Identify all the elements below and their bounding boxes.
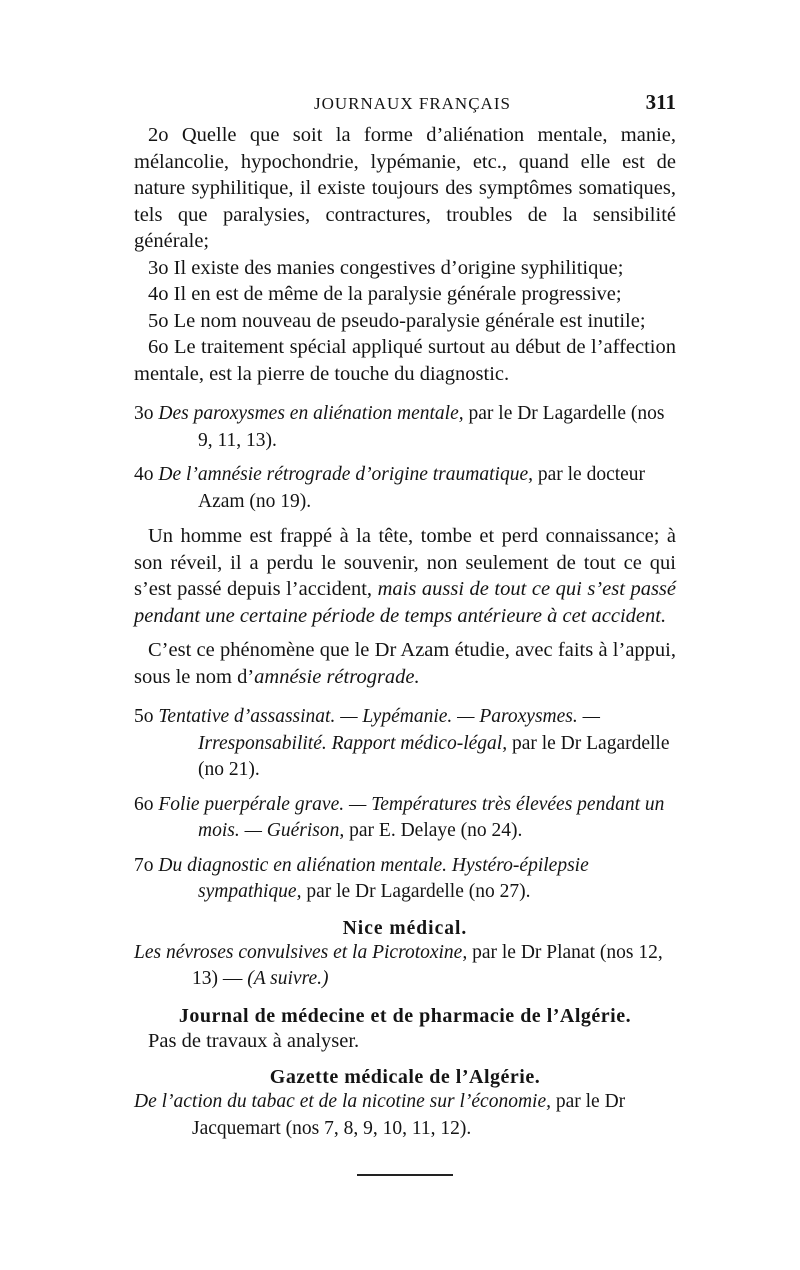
running-head: [134, 88, 676, 122]
entry-assassinat: 5o Tentative d’assassinat. — Lypémanie. — Paroxysmes. — Irresponsabilité. Rapport médico-légal, par le Dr Lagardelle (no 21).: [134, 706, 670, 780]
conclusions-list: [134, 122, 676, 387]
entry-folie-puerperale: 6o Folie puerpérale grave. — Températures très élevées pendant un mois. — Guérison, par E. Delaye (no 24).: [134, 793, 665, 841]
list-item: 2o Quelle que soit la forme d’aliénation mentale, manie, mélancolie, hypochondrie, lypémanie, etc., quand elle est de nature syphilitique, il existe toujours des symptômes somatiques, tels que paralysies, contractures, troubles de la sensibilité générale;: [134, 124, 677, 252]
entry-paroxysmes: 3o Des paroxysmes en aliénation mentale, par le Dr Lagardelle (nos 9, 11, 13).: [134, 403, 665, 451]
entry-picrotoxine: Les névroses convulsives et la Picrotoxine, par le Dr Planat (nos 12, 13) — (A suivre.): [134, 941, 663, 989]
amnesia-paragraph-2: C’est ce phénomène que le Dr Azam étudie, avec faits à l’appui, sous le nom d’amnésie rétrograde.: [134, 639, 676, 688]
amnesia-paragraph: Un homme est frappé à la tête, tombe et perd connaissance; à son réveil, il a perdu le souvenir, non seulement de tout ce qui s’est passé depuis l’accident, mais aussi de tout ce qui s’est passé pendant une certaine période de temps antérieure à cet accident.: [134, 525, 676, 627]
list-item: 6o Le traitement spécial appliqué surtout au début de l’affection mentale, est la pierre de touche du diagnostic.: [134, 336, 676, 385]
list-item: 5o Le nom nouveau de pseudo-paralysie générale est inutile;: [148, 309, 646, 332]
entry-tabac: De l’action du tabac et de la nicotine sur l’économie, par le Dr Jacquemart (nos 7, 8, 9, 10, 11, 12).: [134, 1091, 626, 1139]
page-number: 311: [645, 90, 676, 114]
list-item: 4o Il en est de même de la paralysie générale progressive;: [148, 283, 622, 305]
no-articles-note: Pas de travaux à analyser.: [148, 1029, 360, 1052]
section-heading-journal-algerie: Journal de médecine et de pharmacie de l’Algérie.: [178, 1004, 632, 1027]
running-title: JOURNAUX FRANÇAIS: [314, 94, 511, 113]
entry-hystero-epilepsie: 7o Du diagnostic en aliénation mentale. Hystéro-épilepsie sympathique, par le Dr Lagardelle (no 27).: [134, 854, 589, 902]
end-rule: [357, 1174, 453, 1176]
list-item: 3o Il existe des manies congestives d’origine syphilitique;: [148, 256, 624, 279]
section-heading-gazette-algerie: Gazette médicale de l’Algérie.: [269, 1066, 541, 1088]
entry-amnesie: 4o De l’amnésie rétrograde d’origine traumatique, par le docteur Azam (no 19).: [134, 464, 646, 512]
section-heading-nice: Nice médical.: [342, 917, 468, 939]
